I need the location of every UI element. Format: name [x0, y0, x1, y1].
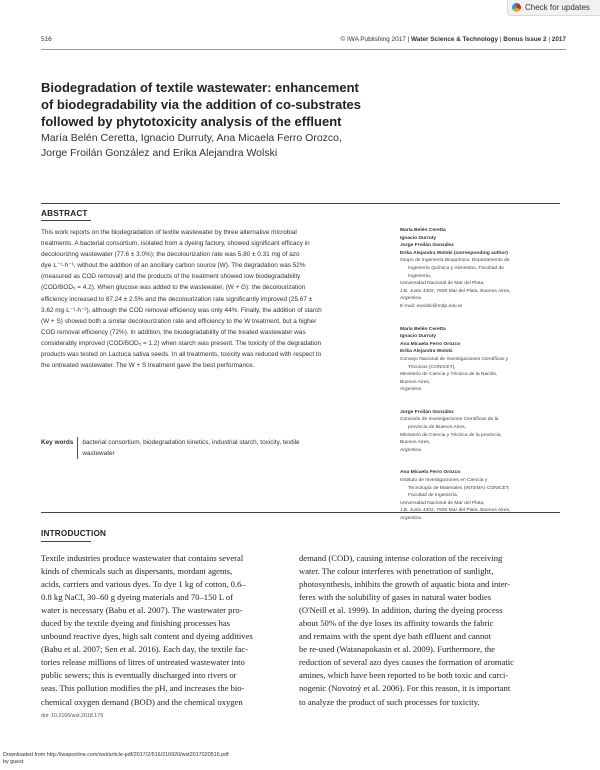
keywords — [41, 437, 381, 459]
body-line: to analyze the product of such processes for toxicity. — [299, 696, 480, 707]
abstract-line: (measured as COD removal) and the products of the treatment showed low biodegradability — [41, 273, 301, 281]
keywords-label: Key words — [41, 439, 74, 446]
authors-line: Jorge Froilán González and Erika Alejandra Wolski — [41, 147, 278, 159]
abstract-line: considerably improved (COD/BOD₅ = 1.2) when starch was present. The toxicity of the degradation — [41, 339, 322, 347]
doi: doi: 10.2166/wst.2018.179 — [41, 713, 104, 719]
body-line: (O'Neill et al. 1999). In addition, during the dyeing process — [299, 605, 503, 616]
body-line: public sewers; this is eventually discharged into rivers or — [41, 670, 237, 681]
journal-year: 2017 — [551, 36, 566, 43]
heading-underline — [41, 220, 91, 221]
affiliation-line: Argentina — [400, 516, 421, 521]
running-head — [41, 36, 566, 50]
check-for-updates-label: Check for updates — [525, 3, 590, 12]
download-note — [3, 752, 229, 766]
affiliations-sidebar — [400, 227, 560, 538]
body-line: about 50% of the dye loses its affinity towards the fabric — [299, 618, 494, 629]
affiliation-line: Ingeniería Química y Alimentos, Facultad de — [408, 265, 504, 271]
abstract-line: dye·L⁻¹·h⁻¹, without the addition of an ancillary carbon source (W). The degradation was 52% — [41, 262, 306, 270]
affiliation-line: E-mail: ewolski@mdp.edu.ar — [400, 303, 463, 309]
affiliation-line: Grupo de Ingeniería Bioquímica. Departamento de — [400, 258, 510, 264]
body-line: unbound reactive dyes, high salt content and dyeing additives — [41, 631, 253, 642]
title-line: followed by phytotoxicity analysis of the effluent — [41, 114, 342, 129]
keywords-list — [77, 437, 299, 459]
affiliation-author: María Belén Ceretta — [400, 326, 446, 332]
affiliation-line: Buenos Aires, — [400, 440, 431, 446]
affiliation-line: Facultad de Ingeniería, — [408, 493, 459, 499]
publisher: © IWA Publishing 2017 — [340, 36, 406, 43]
paper-title — [41, 79, 411, 130]
affiliation-author: Erika Alejandra Wolski — [400, 349, 453, 355]
body-line: reduction of several azo dyes causes the formation of aromatic — [299, 657, 514, 668]
body-line: acids, carriers and various dyes. To dye 1 kg of cotton, 0.6– — [41, 579, 246, 590]
author-list — [41, 131, 401, 161]
affiliation-block — [400, 227, 560, 311]
abstract-line: This work reports on the biodegradation of textile wastewater by three alternative microbial — [41, 229, 297, 236]
introduction-heading: INTRODUCTION — [41, 529, 107, 538]
affiliation-author: Ignacio Durruty — [400, 334, 437, 340]
journal-info: © IWA Publishing 2017 | Water Science & Technology | Bonus Issue 2 | 2017 — [340, 36, 566, 43]
affiliation-line: Ministerio de Ciencia y Técnica de la Nación, — [400, 372, 498, 378]
body-line: photosynthesis, inhibits the growth of aquatic biota and inter- — [299, 579, 511, 590]
affiliation-line: Argentina — [400, 447, 421, 453]
affiliation-line: Universidad Nacional de Mar del Plata, — [400, 500, 485, 506]
body-line: water. The colour interferes with penetration of sunlight, — [299, 566, 494, 577]
section-divider — [41, 512, 560, 513]
abstract-line: COD removal efficiency (72%). In addition, the biodegradability of the treated wastewater was — [41, 328, 306, 336]
affiliation-author: María Belén Ceretta — [400, 228, 446, 233]
section-divider — [41, 203, 560, 204]
download-url[interactable]: Downloaded from http://iwaponline.com/wst/article-pdf/2017/2/516/216920/wst2017020516.pdf — [3, 752, 229, 758]
body-line: feres with the solubility of gases in natural water bodies — [299, 592, 492, 603]
affiliation-line: J.B. Justo 4302, 7600 Mar del Plata, Buenos Aires, — [400, 508, 511, 514]
body-line: Textile industries produce wastewater that contains several — [41, 553, 244, 563]
abstract-line: the untreated wastewater. The W + S treatment gave the best performance. — [41, 362, 255, 370]
affiliation-block — [400, 469, 560, 522]
affiliation-line: Argentina — [400, 296, 421, 302]
affiliation-author: Ana Micaela Ferro Orozco — [400, 470, 461, 476]
affiliation-line: provincia de Buenos Aires, — [408, 425, 466, 431]
affiliation-line: Consejo Nacional de Investigaciones Científicas y — [400, 356, 509, 362]
abstract-heading: ABSTRACT — [41, 209, 88, 218]
affiliation-line: Tecnología de Materiales (INTEMA) CONICET, — [408, 485, 510, 491]
abstract-body — [41, 227, 381, 371]
abstract-line: treatments. A bacterial consortium, isolated from a dyeing factory, showed significant efficacy in — [41, 240, 310, 248]
page-number: 516 — [41, 36, 52, 43]
affiliation-block — [400, 326, 560, 394]
affiliation-line: Argentina — [400, 387, 421, 393]
authors-line: María Belén Ceretta, Ignacio Durruty, Ana Micaela Ferro Orozco, — [41, 132, 342, 144]
body-line: duced by the textile dyeing and finishing processes has — [41, 618, 231, 629]
affiliation-line: Instituto de Investigaciones en Ciencia y — [400, 478, 488, 484]
affiliation-block — [400, 409, 560, 455]
abstract-line: products was tested on Lactuca sativa seeds. In all treatments, toxicity was reduced with respect to — [41, 351, 322, 359]
check-for-updates-badge[interactable] — [507, 0, 600, 16]
affiliation-author: Jorge Froilán González — [400, 243, 454, 249]
affiliation-author: Ignacio Durruty — [400, 235, 437, 241]
body-line: tories release millions of litres of untreated wastewater into — [41, 657, 245, 668]
body-line: water is necessary (Babu et al. 2007). The wastewater pro- — [41, 605, 243, 616]
affiliation-author: Jorge Froilán González — [400, 409, 454, 415]
abstract-line: efficiency increased to 87.24 ± 2.5% and the decolourization rate significantly improved (25.67 ± — [41, 295, 313, 303]
heading-underline — [41, 541, 91, 542]
body-line: be re-used (Watanapokasin et al. 2009). Furthermore, the — [299, 644, 495, 655]
affiliation-line: Universidad Nacional de Mar del Plata, — [400, 281, 485, 287]
body-line: kinds of chemicals such as dispersants, mordant agents, — [41, 566, 233, 577]
body-line: amines, which have been reported to be both toxic and carci- — [299, 670, 509, 681]
affiliation-line: Ingeniería, — [408, 273, 432, 279]
introduction-right-column — [299, 552, 551, 709]
affiliation-line: Técnicas (CONICET), — [408, 364, 456, 370]
affiliation-line: Ministerio de Ciencia y Técnica de la provincia, — [400, 432, 502, 438]
abstract-line: 3.62 mg·L⁻¹·h⁻¹), although the COD removal efficiency was only 44%. Finally, the addition of starch — [41, 306, 322, 314]
keywords-line: wastewater — [82, 450, 115, 457]
affiliation-line: J.B. Justo 4302, 7600 Mar del Plata, Buenos Aires, — [400, 288, 511, 294]
download-by: by guest — [3, 759, 24, 765]
affiliation-author: Erika Alejandra Wolski (corresponding author) — [400, 250, 508, 256]
affiliation-author: Ana Micaela Ferro Orozco — [400, 341, 461, 347]
title-line: of biodegradability via the addition of co-substrates — [41, 97, 361, 112]
affiliation-line: Buenos Aires, — [400, 379, 431, 385]
body-line: (Babu et al. 2007; Sen et al. 2016). Each day, the textile fac- — [41, 644, 249, 655]
abstract-line: (W + S) showed both a similar decolourization rate and efficiency to the W treatment, but a higher — [41, 317, 317, 325]
affiliation-line: Comisión de Investigaciones Científicas de la — [400, 417, 499, 423]
journal-issue: Bonus Issue 2 — [503, 36, 547, 43]
crossmark-icon — [512, 3, 521, 12]
abstract-line: (COD/BOD₅ = 4.2). When glucose was added to the wastewater, (W + G): the decolourization — [41, 284, 306, 292]
body-line: demand (COD), causing intense coloration of the receiving — [299, 553, 503, 563]
keywords-line: bacterial consortium, biodegradation kinetics, industrial starch, toxicity, textile — [82, 439, 300, 446]
body-line: and remains with the spent dye bath effluent and cannot — [299, 631, 491, 642]
body-line: 0.8 kg NaCl, 30–60 g dyeing materials and 70–150 L of — [41, 592, 234, 603]
journal-name: Water Science & Technology — [411, 36, 499, 43]
introduction-left-column — [41, 552, 293, 709]
body-line: chemical oxygen demand (BOD) and the chemical oxygen — [41, 696, 243, 707]
body-line: nogenic (Novotný et al. 2006). For this reason, it is important — [299, 683, 511, 694]
body-line: seas. This pollution modifies the pH, and increases the bio- — [41, 683, 245, 694]
title-line: Biodegradation of textile wastewater: enhancement — [41, 80, 359, 95]
abstract-line: decolourizing wastewater (77.6 ± 3.0%); the decolourization rate was 5.80 ± 0.31 mg of azo — [41, 251, 300, 259]
